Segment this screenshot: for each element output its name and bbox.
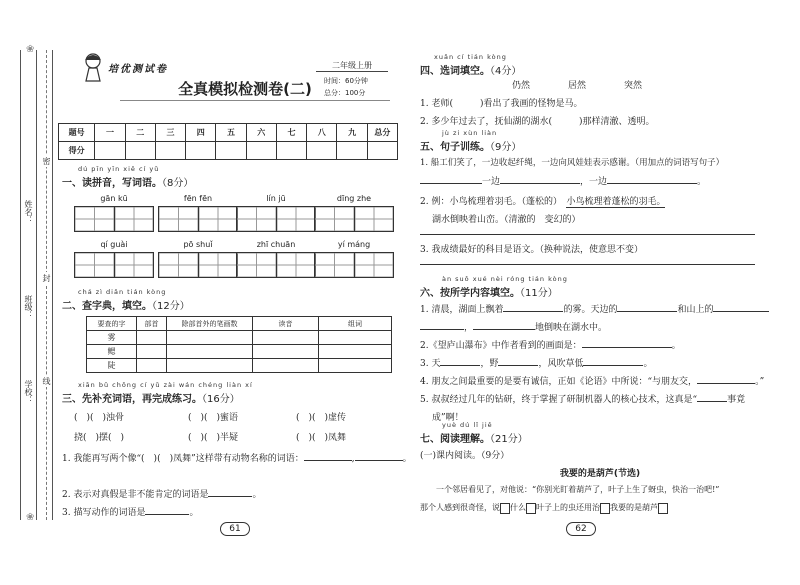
writing-cell[interactable] xyxy=(277,207,316,231)
binding-line xyxy=(20,50,21,520)
question-line xyxy=(420,194,665,207)
answer-blank[interactable] xyxy=(355,451,403,461)
score-input-cell[interactable] xyxy=(307,142,337,160)
seal-char: 线 xyxy=(42,377,51,385)
school-field-label: 学校： xyxy=(24,380,33,404)
fill-idiom[interactable]: ( )( )凤舞 xyxy=(296,433,347,443)
section-points: （9分） xyxy=(490,142,522,153)
answer-blank[interactable] xyxy=(420,320,464,330)
score-header-cell: 题号 xyxy=(59,124,95,142)
pinyin-word-box xyxy=(236,194,316,232)
title-underline xyxy=(120,100,390,101)
binding-strip xyxy=(18,50,54,520)
answer-blank[interactable] xyxy=(473,320,535,330)
score-input-cell[interactable] xyxy=(367,142,397,160)
question-text: 和山上的 xyxy=(677,305,714,315)
answer-blank[interactable] xyxy=(498,356,538,366)
section-points: （12分） xyxy=(152,301,190,312)
section-title: 二、查字典，填空。 xyxy=(62,301,152,312)
question-text: 1. 老师( )看出了我画的怪物是马。 xyxy=(420,99,583,109)
pinyin: fēn fēn xyxy=(183,194,213,203)
pinyin: pō shuǐ xyxy=(183,240,213,249)
dictionary-table xyxy=(86,316,392,373)
binding-dash-line xyxy=(46,50,47,520)
section-title: 一、读拼音，写词语。 xyxy=(62,178,162,189)
question-text: 3. 描写动作的词语是 xyxy=(62,508,146,518)
writing-cell[interactable] xyxy=(75,207,115,231)
question-line: 3. 天 ，野 ，风吹草低 。 xyxy=(420,356,653,369)
question-text: 1. 我能再写两个像“( )( )凤舞”这样带有动物名称的词语： xyxy=(62,454,304,464)
passage-text: 那个人感到很奇怪，说 xyxy=(420,503,500,512)
question-text: ，风吹草低 xyxy=(538,359,584,369)
table-row xyxy=(87,317,392,331)
section-6-heading xyxy=(420,284,558,299)
pinyin: qí guài xyxy=(100,240,128,249)
passage-title: 我要的是葫芦(节选) xyxy=(559,469,641,479)
answer-cell[interactable] xyxy=(137,345,167,359)
lookup-char: 雾 xyxy=(87,331,137,345)
pinyin-word-box xyxy=(236,240,316,278)
column-header: 部首 xyxy=(137,317,167,331)
section-title: 三、先补充词语，再完成练习。 xyxy=(62,394,202,405)
name-field-label: 姓名： xyxy=(24,200,33,224)
score-row-label: 得分 xyxy=(59,142,95,160)
score-input-cell[interactable] xyxy=(95,142,125,160)
pinyin-word-box xyxy=(158,194,238,232)
fill-idiom[interactable]: ( )( )虚传 xyxy=(296,413,347,423)
section-points: （16分） xyxy=(202,394,240,405)
section-pinyin: xuǎn cí tián kòng xyxy=(434,53,507,61)
answer-cell[interactable] xyxy=(319,331,392,345)
question-text: 的雾。天边的 xyxy=(563,305,618,315)
question-line xyxy=(420,302,769,315)
answer-blank[interactable] xyxy=(145,505,189,515)
writing-cell[interactable] xyxy=(277,253,316,277)
answer-blank[interactable] xyxy=(503,302,563,312)
question-line: 2.《望庐山瀑布》中作者看到的画面是： 。 xyxy=(420,338,681,351)
page-title: 全真模拟检测卷(二) xyxy=(178,80,312,98)
writing-cell[interactable] xyxy=(237,253,277,277)
score-input-cell[interactable] xyxy=(125,142,155,160)
punctuation-box[interactable] xyxy=(500,503,510,514)
girl-mascot-icon xyxy=(80,52,106,82)
answer-blank[interactable] xyxy=(607,174,697,184)
section-title: 五、句子训练。 xyxy=(420,142,490,153)
column-header: 读音 xyxy=(253,317,319,331)
section-2-heading xyxy=(62,297,190,312)
fill-idiom[interactable]: 挠( )摆( ) xyxy=(74,433,125,443)
section-pinyin: xiān bǔ chōng cí yǔ zài wán chéng liàn xí xyxy=(78,381,253,389)
answer-blank[interactable] xyxy=(304,451,352,461)
question-text: 3. 我成绩最好的科目是语文。（换种说法，使意思不变） xyxy=(420,245,643,255)
pinyin: lín jū xyxy=(266,194,286,203)
pinyin: dīng zhe xyxy=(336,194,372,203)
column-header: 组词 xyxy=(319,317,392,331)
writing-cell[interactable] xyxy=(199,253,238,277)
score-header-cell: 六 xyxy=(246,124,276,142)
score-header-cell: 二 xyxy=(125,124,155,142)
column-header: 要查的字 xyxy=(87,317,137,331)
question-line xyxy=(420,392,745,405)
subsection-title: (一)课内阅读。（9分） xyxy=(420,451,510,461)
score-header-cell: 八 xyxy=(307,124,337,142)
fill-idiom[interactable]: ( )( )蜜语 xyxy=(188,413,239,423)
pinyin: gān kū xyxy=(100,194,128,203)
answer-line[interactable] xyxy=(420,264,755,265)
table-row xyxy=(59,142,398,160)
question-text: 2. 例：小鸟梳理着羽毛。（蓬松的） xyxy=(420,197,558,207)
score-input-cell[interactable] xyxy=(155,142,185,160)
answer-cell[interactable] xyxy=(167,359,253,373)
answer-blank[interactable] xyxy=(440,356,480,366)
pinyin-word-box xyxy=(314,240,394,278)
question-text: 地倒映在湖水中。 xyxy=(535,323,608,333)
lookup-char: 陡 xyxy=(87,359,137,373)
grade-label: 二年级上册 xyxy=(316,60,388,72)
writing-cell[interactable] xyxy=(75,253,115,277)
score-input-cell[interactable] xyxy=(276,142,306,160)
page-number: 62 xyxy=(566,522,596,536)
page-number: 61 xyxy=(220,522,250,536)
pinyin: zhī chuān xyxy=(256,240,296,249)
question-text: 湖水倒映着山峦。（清澈的 变幻的） xyxy=(432,215,581,225)
section-7-heading xyxy=(420,430,528,445)
answer-cell[interactable] xyxy=(253,359,319,373)
answer-cell[interactable] xyxy=(253,331,319,345)
question-line: 3. 描写动作的词语是 。 xyxy=(62,505,198,518)
question-line: 4. 朋友之间最重要的是要有诚信，正如《论语》中所说：“与朋友交， 。” xyxy=(420,374,764,387)
logo-text: 培优测试卷 xyxy=(108,64,168,75)
writing-cell[interactable] xyxy=(315,253,355,277)
pinyin-word-box xyxy=(158,240,238,278)
score-input-cell[interactable] xyxy=(186,142,216,160)
question-text: 3. 天 xyxy=(420,359,441,369)
writing-cell[interactable] xyxy=(199,207,238,231)
passage-text: 什么 xyxy=(510,503,526,512)
question-line xyxy=(420,320,607,333)
passage-text: 我要的是葫芦 xyxy=(610,503,658,512)
writing-cell[interactable] xyxy=(159,207,199,231)
answer-cell[interactable] xyxy=(137,359,167,373)
column-header: 除部首外的笔画数 xyxy=(167,317,253,331)
option-word: 突然 xyxy=(624,81,643,91)
class-field-label: 班级： xyxy=(24,295,33,319)
option-word: 居然 xyxy=(568,81,587,91)
section-4-heading xyxy=(420,62,521,77)
score-header-cell: 一 xyxy=(95,124,125,142)
fill-idiom[interactable]: ( )( )半疑 xyxy=(188,433,239,443)
exam-total: 总分：100分 xyxy=(324,89,366,97)
question-text: ，一边 xyxy=(580,177,608,187)
question-line: 一边 ，一边 。 xyxy=(420,174,706,187)
score-input-cell[interactable] xyxy=(246,142,276,160)
answer-cell[interactable] xyxy=(167,331,253,345)
seal-char: 密 xyxy=(42,157,51,165)
score-input-cell[interactable] xyxy=(337,142,367,160)
score-table xyxy=(58,123,398,160)
section-pinyin: chá zì diǎn tián kòng xyxy=(78,288,167,296)
score-header-cell: 七 xyxy=(276,124,306,142)
section-pinyin: jù zi xùn liàn xyxy=(442,129,498,137)
binding-line xyxy=(52,50,53,520)
answer-cell[interactable] xyxy=(137,331,167,345)
passage-text: 一个邻居看见了，对他说：“你别光盯着葫芦了，叶子上生了蚜虫，快治一治吧!” xyxy=(436,485,720,494)
question-line: 2. 表示对真假是非不能肯定的词语是 。 xyxy=(62,487,261,500)
section-1-heading xyxy=(62,174,193,189)
section-points: （21分） xyxy=(490,434,528,445)
word-options xyxy=(512,78,680,91)
table-row xyxy=(59,124,398,142)
section-pinyin: yuè dú lǐ jiě xyxy=(442,421,493,429)
pinyin-word-box xyxy=(74,194,154,232)
section-points: （4分） xyxy=(490,66,522,77)
score-header-cell: 三 xyxy=(155,124,185,142)
writing-cell[interactable] xyxy=(355,253,394,277)
example-answer: 小鸟梳理着蓬松的羽毛。 xyxy=(566,197,666,207)
decoration-icon: ❀ xyxy=(26,512,35,523)
writing-cell[interactable] xyxy=(355,207,394,231)
score-header-cell: 总分 xyxy=(367,124,397,142)
option-word: 仍然 xyxy=(512,81,531,91)
fill-idiom[interactable]: ( )( )浊骨 xyxy=(74,413,125,423)
section-pinyin: àn suǒ xué nèi róng tián kòng xyxy=(442,275,568,283)
question-text: 事竟 xyxy=(727,395,746,405)
answer-cell[interactable] xyxy=(319,345,392,359)
answer-blank[interactable] xyxy=(420,174,482,184)
table-row xyxy=(87,331,392,345)
writing-cell[interactable] xyxy=(115,253,154,277)
exam-time: 时间：60分钟 xyxy=(324,77,368,85)
decoration-icon: ❀ xyxy=(26,44,35,55)
binding-line xyxy=(36,50,37,520)
pinyin: yí máng xyxy=(337,240,371,249)
answer-cell[interactable] xyxy=(167,345,253,359)
table-row xyxy=(87,359,392,373)
answer-blank[interactable] xyxy=(697,392,727,402)
section-title: 六、按所学内容填空。 xyxy=(420,288,520,299)
passage-text: 叶子上的虫还用治 xyxy=(536,503,600,512)
pinyin-word-box xyxy=(314,194,394,232)
section-3-heading xyxy=(62,390,240,405)
answer-cell[interactable] xyxy=(253,345,319,359)
passage-line xyxy=(420,502,668,514)
question-text: ， xyxy=(464,323,474,333)
question-text: 2. 表示对真假是非不能肯定的词语是 xyxy=(62,490,209,500)
writing-cell[interactable] xyxy=(315,207,355,231)
table-row xyxy=(87,345,392,359)
answer-cell[interactable] xyxy=(319,359,392,373)
section-pinyin: dú pīn yīn xiě cí yǔ xyxy=(78,165,160,173)
question-text: 一边 xyxy=(482,177,501,187)
section-5-heading xyxy=(420,138,521,153)
writing-cell[interactable] xyxy=(115,207,154,231)
punctuation-box[interactable] xyxy=(526,503,536,514)
question-text: ，野 xyxy=(480,359,499,369)
section-points: （8分） xyxy=(162,178,194,189)
section-title: 四、选词填空。 xyxy=(420,66,490,77)
score-input-cell[interactable] xyxy=(216,142,246,160)
answer-blank[interactable] xyxy=(583,356,643,366)
writing-cell[interactable] xyxy=(159,253,199,277)
answer-blank[interactable] xyxy=(208,487,252,497)
question-text: 成”啊！ xyxy=(432,413,464,423)
lookup-char: 鳃 xyxy=(87,345,137,359)
writing-cell[interactable] xyxy=(237,207,277,231)
answer-blank[interactable] xyxy=(500,174,580,184)
answer-blank[interactable] xyxy=(617,302,677,312)
score-header-cell: 九 xyxy=(337,124,367,142)
pinyin-word-box xyxy=(74,240,154,278)
question-text: 2.《望庐山瀑布》中作者看到的画面是： xyxy=(420,341,582,351)
question-text: 1. 船工们笑了，一边收起纤绳，一边向风娃娃表示感谢。（用加点的词语写句子） xyxy=(420,158,725,168)
seal-char: 封 xyxy=(42,274,51,282)
punctuation-box[interactable] xyxy=(600,503,610,514)
answer-blank[interactable] xyxy=(697,374,755,384)
question-text: 4. 朋友之间最重要的是要有诚信，正如《论语》中所说：“与朋友交， xyxy=(420,377,698,387)
question-line: 1. 我能再写两个像“( )( )凤舞”这样带有动物名称的词语： , 。 xyxy=(62,451,412,464)
score-header-cell: 五 xyxy=(216,124,246,142)
section-title: 七、阅读理解。 xyxy=(420,434,490,445)
score-header-cell: 四 xyxy=(186,124,216,142)
answer-blank[interactable] xyxy=(713,302,769,312)
answer-blank[interactable] xyxy=(582,338,672,348)
punctuation-box[interactable] xyxy=(658,503,668,514)
question-text: 5. 叔叔经过几年的钻研，终于掌握了研制机器人的核心技术，这真是“ xyxy=(420,395,698,405)
section-points: （11分） xyxy=(520,288,558,299)
question-text: 1. 清晨，湖面上飘着 xyxy=(420,305,504,315)
answer-line[interactable] xyxy=(420,234,755,235)
question-text: 2. 多少年过去了，抚仙湖的湖水( )那样清澈、透明。 xyxy=(420,117,655,127)
